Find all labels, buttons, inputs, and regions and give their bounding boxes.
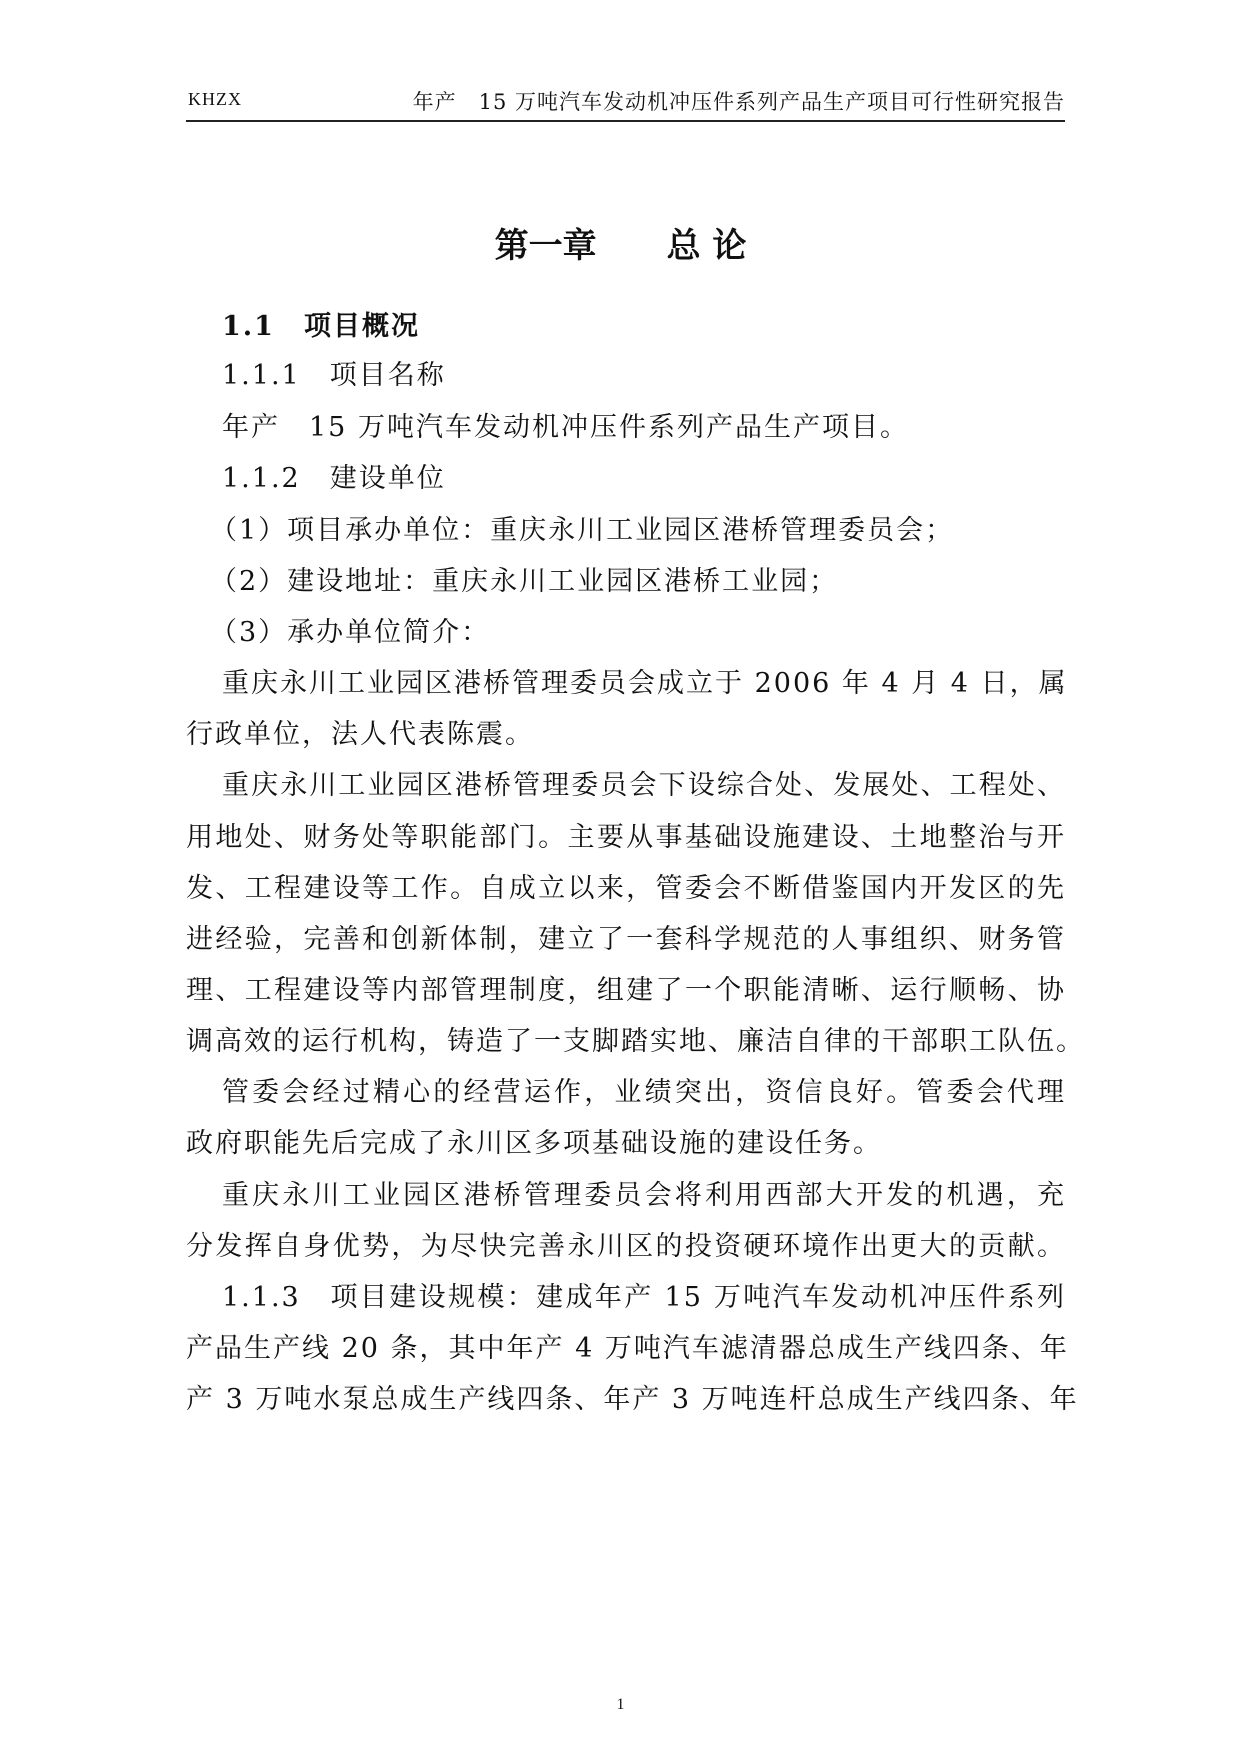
paragraph-line: 调高效的运行机构，铸造了一支脚踏实地、廉洁自律的干部职工队伍。 <box>186 1026 1085 1057</box>
list-item-3: （3）承办单位简介： <box>210 617 491 648</box>
subsection-heading-1-1-1: 1.1.1 项目名称 <box>222 360 446 391</box>
running-header <box>186 86 1065 122</box>
paragraph-line: 行政单位，法人代表陈震。 <box>186 719 534 750</box>
chapter-number: 第一章 <box>494 226 597 266</box>
project-name-text: 年产 15 万吨汽车发动机冲压件系列产品生产项目。 <box>222 412 909 443</box>
paragraph-line: 产 3 万吨水泵总成生产线四条、年产 3 万吨连杆总成生产线四条、年 <box>186 1384 1079 1415</box>
paragraph-line: 用地处、财务处等职能部门。主要从事基础设施建设、土地整治与开 <box>186 822 1066 853</box>
paragraph-line: 1.1.3 项目建设规模：建成年产 15 万吨汽车发动机冲压件系列 <box>222 1282 1066 1313</box>
header-code: KHZX <box>188 89 242 109</box>
paragraph-line: 进经验，完善和创新体制，建立了一套科学规范的人事组织、财务管 <box>186 924 1066 955</box>
paragraph-line: 管委会经过精心的经营运作，业绩突出，资信良好。管委会代理 <box>222 1077 1066 1108</box>
page-number: 1 <box>616 1696 625 1713</box>
chapter-heading <box>0 218 1241 267</box>
chapter-title: 总 论 <box>666 226 747 266</box>
section-heading-1-1: 1.1 项目概况 <box>222 311 420 342</box>
paragraph-line: 政府职能先后完成了永川区多项基础设施的建设任务。 <box>186 1128 882 1159</box>
paragraph-line: 理、工程建设等内部管理制度，组建了一个职能清晰、运行顺畅、协 <box>186 975 1066 1006</box>
paragraph-line: 发、工程建设等工作。自成立以来，管委会不断借鉴国内开发区的先 <box>186 873 1066 904</box>
list-item-1: （1）项目承办单位：重庆永川工业园区港桥管理委员会； <box>210 515 955 546</box>
header-report-title: 年产 15 万吨汽车发动机冲压件系列产品生产项目可行性研究报告 <box>412 90 1065 114</box>
subsection-heading-1-1-2: 1.1.2 建设单位 <box>222 463 446 494</box>
paragraph-line: 重庆永川工业园区港桥管理委员会成立于 2006 年 4 月 4 日，属 <box>222 668 1068 699</box>
paragraph-line: 重庆永川工业园区港桥管理委员会下设综合处、发展处、工程处、 <box>222 770 1066 801</box>
paragraph-line: 重庆永川工业园区港桥管理委员会将利用西部大开发的机遇，充 <box>222 1180 1066 1211</box>
paragraph-line: 分发挥自身优势，为尽快完善永川区的投资硬环境作出更大的贡献。 <box>186 1231 1066 1262</box>
list-item-2: （2）建设地址：重庆永川工业园区港桥工业园； <box>210 566 839 597</box>
paragraph-line: 产品生产线 20 条，其中年产 4 万吨汽车滤清器总成生产线四条、年 <box>186 1333 1069 1364</box>
